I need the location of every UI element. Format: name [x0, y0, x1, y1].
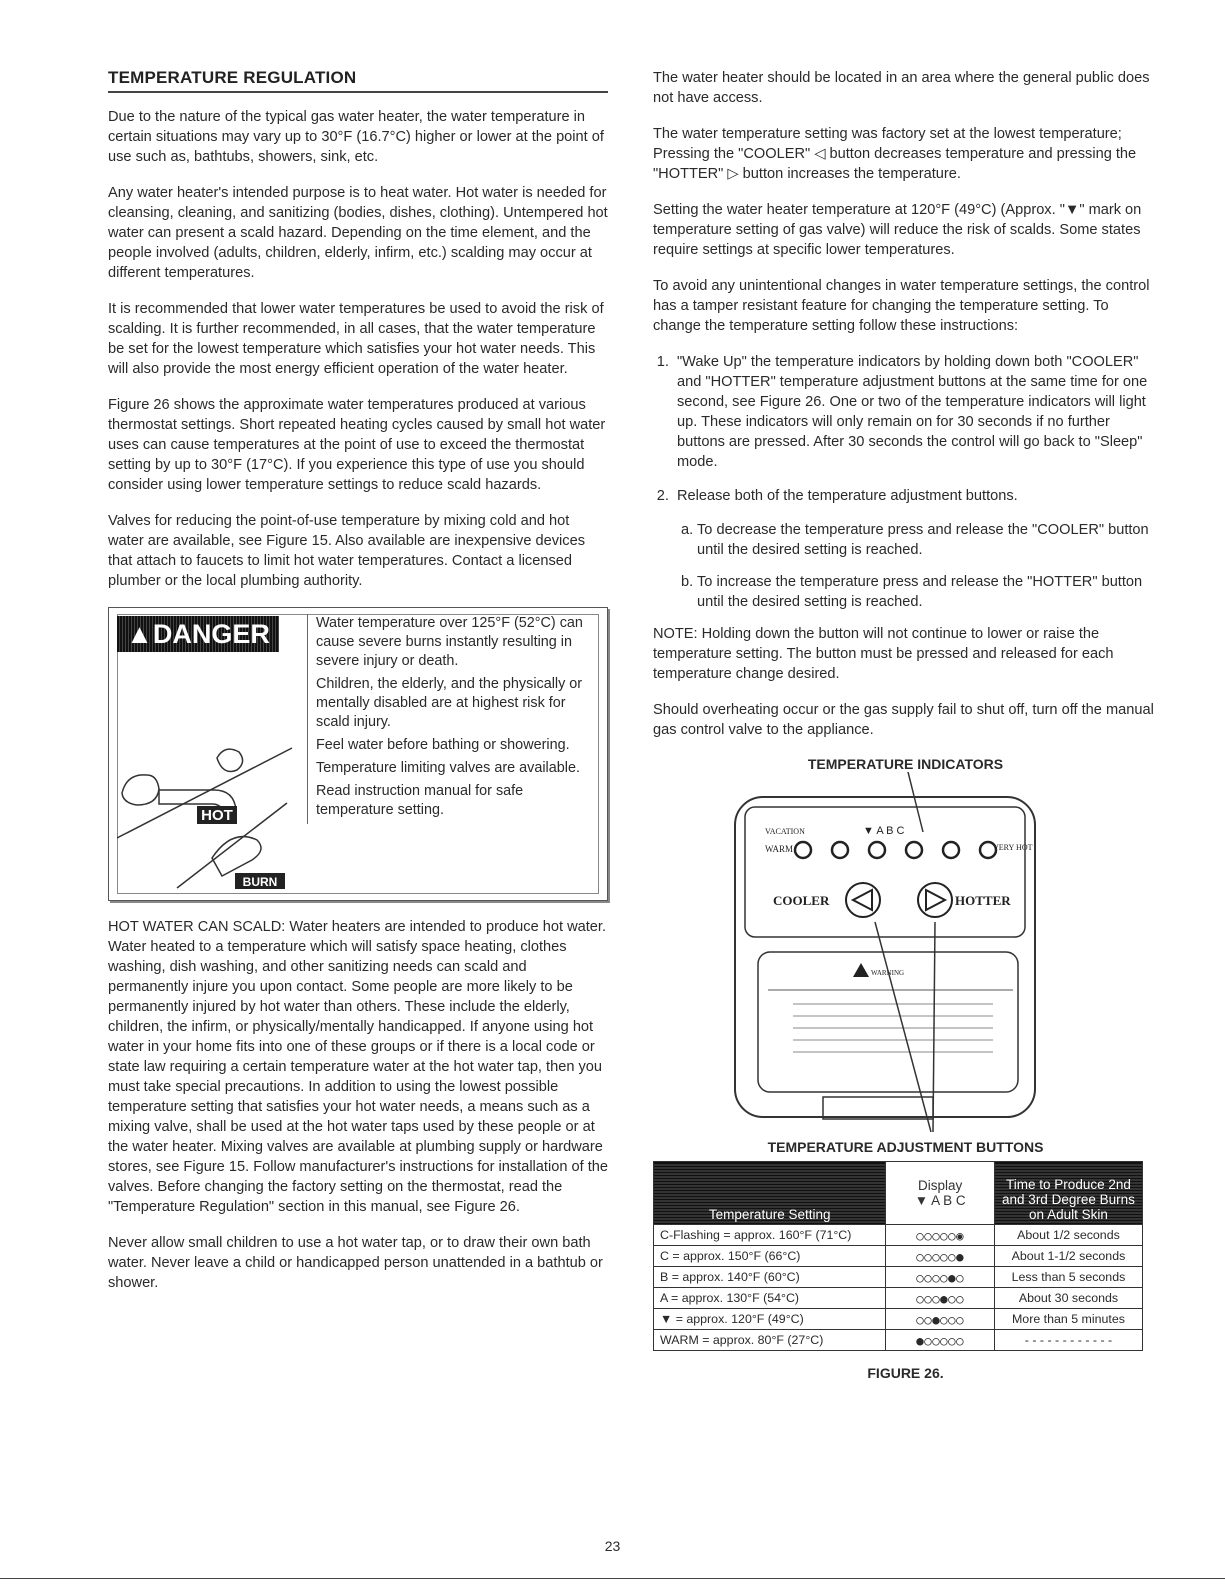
paragraph: Never allow small children to use a hot water tap, or to draw their own bath water. Never leave a child or handicapped person unattended in a bathtub or shower.: [108, 1235, 603, 1291]
hot-label: HOT: [201, 807, 233, 824]
vacation-label: VACATION: [765, 827, 805, 836]
paragraph: Valves for reducing the point-of-use temperature by mixing cold and hot water are available, see Figure 15. Also available are inexpensive devices that attach to faucets to limit hot water temperatures. Contact a licensed plumber or the local plumbing authority.: [108, 513, 586, 589]
danger-text: Water temperature over 125°F (52°C) can cause severe burns instantly resulting in severe injury or death. Children, the elderly, and the physically or mentally disabled are at highest risk for scald injury. Feel water before bathing or showering. Temperature limiting valves are available. Read instruction manual for safe temperature setting.: [307, 614, 588, 824]
instruction-steps: [653, 352, 1158, 506]
step-2b: b. To increase the temperature press and release the "HOTTER" button until the desired setting is reached.: [681, 574, 1143, 610]
cooler-label: COOLER: [773, 893, 830, 908]
burn-label: BURN: [242, 875, 278, 889]
indicator-light: [869, 842, 885, 858]
indicator-light: [943, 842, 959, 858]
figure-label: FIGURE 26.: [867, 1365, 944, 1381]
paragraph: Should overheating occur or the gas supply fail to shut off, turn off the manual gas control valve to the appliance.: [653, 702, 1154, 738]
left-column: [108, 68, 608, 1309]
warning-label: WARNING: [871, 969, 905, 977]
paragraph: Figure 26 shows the approximate water temperatures produced at various thermostat settings. Short repeated heating cycles caused by small hot water uses can cause temperatures at the point of use to exceed the thermostat setting by up to 30°F (17°C). If you experience this type of use you should consider using lower temperature settings to reduce scald hazards.: [108, 397, 606, 493]
paragraph: The water heater should be located in an area where the general public does not have access.: [653, 70, 1150, 106]
step-2: 2. Release both of the temperature adjustment buttons.: [673, 486, 1158, 506]
paragraph: Any water heater's intended purpose is to heat water. Hot water is needed for cleansing, cleaning, and sanitizing (bodies, dishes, clothing). Untempered hot water can present a scald hazard. Depending on the time element, and the people involved (adults, children, elderly, infirm, etc.) scalding may occur at different temperatures.: [108, 185, 608, 281]
table-row: A = approx. 130°F (54°C) ○○○●○○ About 30 seconds: [654, 1288, 1143, 1309]
table-row: WARM = approx. 80°F (27°C) ●○○○○○ - - - - - - - - - - - -: [654, 1330, 1143, 1351]
right-column: [653, 68, 1158, 1381]
paragraph: HOT WATER CAN SCALD: Water heaters are intended to produce hot water. Water heated to a temperature which will satisfy space heating, clothes washing, dish washing, and other sanitizing needs can scald and permanently injure you upon contact. Some people are more likely to be permanently injured by hot water than others. These include the elderly, children, the infirm, or physically/mentally handicapped. If anyone using hot water in your home fits into one of these groups or if there is a local code or state law requiring a certain temperature water at the hot water tap, then you must take special precautions. In addition to using the lowest possible temperature setting that satisfies your hot water needs, a means such as a mixing valve, shall be used at the hot water taps used by these people or at the water heater. Mixing valves are available at plumbing supply or hardware stores, see Figure 15. Follow manufacturer's instructions for installation of the valves. Before changing the factory setting on the thermostat, read the "Temperature Regulation" section in this manual, see Figure 26.: [108, 919, 609, 1215]
very-hot-label: VERY HOT: [993, 843, 1033, 852]
temperature-table: [653, 1161, 1143, 1351]
indicator-light: [906, 842, 922, 858]
setting-marks: ▼ A B C: [863, 825, 905, 837]
indicator-light: [795, 842, 811, 858]
table-row: ▼ = approx. 120°F (49°C) ○○●○○○ More than 5 minutes: [654, 1309, 1143, 1330]
paragraph: The water temperature setting was factory set at the lowest temperature; Pressing the "COOLER" ◁ button decreases temperature and pressing the "HOTTER" ▷ button increases the temperature.: [653, 126, 1137, 182]
danger-warning-box: [108, 607, 608, 901]
page-number: 23: [604, 1538, 621, 1554]
section-heading: TEMPERATURE REGULATION: [108, 68, 608, 93]
step-1: 1. "Wake Up" the temperature indicators by holding down both "COOLER" and "HOTTER" temperature adjustment buttons at the same time for one second, see Figure 26. One or two of the temperature indicators will light up. These indicators will only remain on for 30 seconds if no further buttons are pressed. After 30 seconds the control will go back to "Sleep" mode.: [673, 352, 1158, 472]
paragraph: It is recommended that lower water temperatures be used to avoid the risk of scalding. It is further recommended, in all cases, that the water temperature be set for the lowest temperature which satisfies your hot water needs. This will also provide the most energy efficient operation of the water heater.: [108, 301, 604, 377]
scald-illustration: [117, 718, 297, 893]
warning-triangle-icon: [853, 963, 869, 977]
warm-label: WARM: [765, 844, 794, 854]
paragraph: Due to the nature of the typical gas water heater, the water temperature in certain situations may vary up to 30°F (16.7°C) higher or lower at the point of use such as, bathtubs, showers, sink, etc.: [108, 109, 604, 165]
table-row: C-Flashing = approx. 160°F (71°C) ○○○○○◉ About 1/2 seconds: [654, 1225, 1143, 1246]
temperature-table-wrap: [653, 1161, 1158, 1351]
cooler-arrow-icon: [853, 890, 872, 910]
table-row: C = approx. 150°F (66°C) ○○○○○● About 1-1/2 seconds: [654, 1246, 1143, 1267]
note: NOTE: Holding down the button will not continue to lower or raise the temperature setting. The button must be pressed and released for each temperature change desired.: [653, 626, 1114, 682]
indicators-title: TEMPERATURE INDICATORS: [807, 756, 1004, 772]
table-header-row: [654, 1162, 1143, 1225]
warning-triangle-icon: ▲: [126, 619, 153, 649]
step-2a: a. To decrease the temperature press and release the "COOLER" button until the desired setting is reached.: [681, 522, 1149, 558]
paragraph: To avoid any unintentional changes in water temperature settings, the control has a tamper resistant feature for changing the temperature setting. To change the temperature setting follow these instructions:: [653, 278, 1150, 334]
hotter-arrow-icon: [926, 890, 945, 910]
paragraph: Setting the water heater temperature at 120°F (49°C) (Approx. "▼" mark on temperature setting of gas valve) will reduce the risk of scalds. Some states require settings at specific lower temperatures.: [653, 202, 1142, 258]
gas-control-diagram: [653, 772, 1158, 1132]
indicator-light: [832, 842, 848, 858]
table-row: B = approx. 140°F (60°C) ○○○○●○ Less than 5 seconds: [654, 1267, 1143, 1288]
buttons-title: TEMPERATURE ADJUSTMENT BUTTONS: [767, 1139, 1044, 1155]
danger-label: ▲DANGER: [117, 616, 279, 652]
header-setting: Temperature Setting: [654, 1162, 886, 1225]
hotter-label: HOTTER: [955, 893, 1011, 908]
header-display: Display ▼ A B C: [886, 1162, 994, 1225]
header-time: Time to Produce 2nd and 3rd Degree Burns on Adult Skin: [994, 1162, 1142, 1225]
